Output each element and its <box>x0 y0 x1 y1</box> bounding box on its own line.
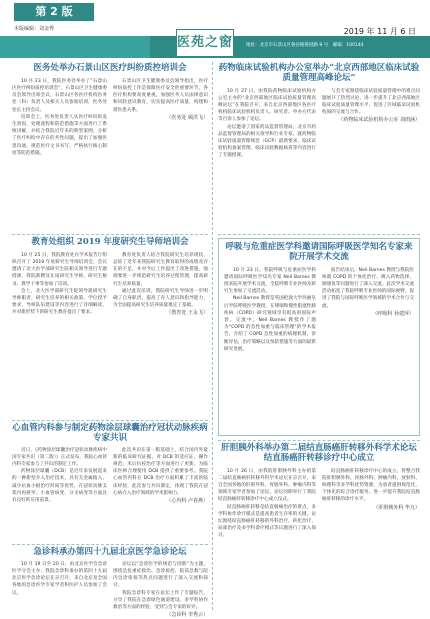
article-headline: 医务处举办石景山区医疗纠纷质控培训会 <box>33 63 187 73</box>
article-headline: 药物临床试验机构办公室举办“北京西部地区临床试验质量管理高峰论坛” <box>218 63 420 83</box>
article-colorectal-forum <box>218 443 426 612</box>
article-paragraph: 论坛以“急诊医学的规范与创新”为主题，围绕急危重症救治、急诊质控、院前急救与院内急诊衔接等热点问题进行了深入交流和探讨。 <box>113 561 208 589</box>
article-clinical-trial-forum <box>218 64 420 232</box>
article-paragraph: 10 月 25 日，我院教育处在学术报告厅组织召开了 2019 年度研究生导师培训会，会议邀请了北大医学部研究生院相关领导进行专题授课，我院新聘及在岗研究生导师、研究生秘书、教学干事等参加了培训。 <box>12 252 107 287</box>
article-body-col1 <box>12 561 107 609</box>
article-headline: 教育处组织 2019 年度研究生导师培训会 <box>31 237 189 247</box>
article-headline: 呼吸与危重症医学科邀请国际呼吸医学知名专家来院开展学术交流 <box>225 242 413 262</box>
article-paragraph: 教育处负责人结合我院研究生培养现状，总结了近年来我院研究生教育取得的成绩及存在的不足，并对今后工作提出了改进措施，强调要进一步规范研究生培养过程管理，提高研究生培养质量。 <box>113 252 208 287</box>
address-line: 地址：北京市石景山区鲁谷路鲁园路 9 号 邮编：100144 <box>246 43 364 48</box>
editor-line: 本版编辑：刘金秀 <box>14 26 55 32</box>
article-paragraph: 报告结束后，Neil Barnes 教授与我院医师就 COPD 的个体化治疗、吸入药物选择、肺康复等问题进行了深入交流。此次学术交流活动拓宽了我院呼吸专业医师的国际视野，促进了我院与国际呼吸医学领域的学术合作与交流。 <box>322 267 414 309</box>
edition-tag: 第 2 版 <box>14 3 94 21</box>
section-divider <box>12 544 208 545</box>
article-byline: （心内科 卢春燕） <box>166 497 208 504</box>
article-body-col2 <box>322 468 420 604</box>
article-paragraph: 培训会上，医务处负责人从医疗纠纷的发生原因、处理流程和防范措施等方面进行了系统讲解，并结合我院近年来的典型案例，分析了医疗纠纷中存在的共性问题，提出了加强医患沟通、规范医疗文书书写、严格执行核心制度等防范措施。 <box>12 114 107 156</box>
article-body-col1 <box>12 78 107 226</box>
article-paragraph: 会上，北大医学部研究生院领导就研究生导师职责、研究生培养的相关政策、学位授予要求、导师队伍建设等内容进行了详细解读，并对新形势下的研究生教育提出了要求。 <box>12 288 107 316</box>
article-body-col2 <box>113 561 208 619</box>
article-headline: 肝胆胰外科举办第二届结直肠癌肝转移外科学术论坛 结直肠癌肝转移诊疗中心成立 <box>221 443 426 463</box>
article-body-col1 <box>218 468 316 604</box>
article-body-col2 <box>113 447 208 535</box>
article-paragraph: 结直肠癌肝转移诊疗中心的成立，将整合我院肝胆胰外科、胃肠外科、肿瘤内科、放射科、病理科等多学科优势资源，为患者提供规范化、个体化的综合诊疗服务，进一步提升我院结直肠癌肝转移的诊疗水平。 <box>322 468 420 503</box>
article-medical-dispute-training <box>12 64 208 232</box>
article-body-col1 <box>12 252 107 412</box>
article-byline: （急诊科 李秀云） <box>166 612 208 619</box>
article-paragraph: 通过此次培训，我院研究生导师进一步明确了自身职责，提高了育人意识和指导能力，为全面提高研究生培养质量奠定了基础。 <box>113 288 208 309</box>
section-divider <box>12 420 208 421</box>
article-respiratory-exchange <box>218 238 420 436</box>
article-byline: （医务处 顾洪飞） <box>166 114 208 121</box>
article-byline: （肝胆胰外科 毕凡） <box>373 504 420 511</box>
section-divider <box>218 440 420 441</box>
banner-accent <box>0 36 150 58</box>
article-body-col1 <box>218 88 316 228</box>
newspaper-brand: 医苑之窗 <box>176 29 234 57</box>
article-paragraph: 10 月 23 日，我院呼吸与危重症医学科邀请国际呼吸医学知名专家 Neil Barnes 教授来院开展学术交流，全院呼吸专业医师及研究生参加了交流活动。 <box>224 267 316 295</box>
section-divider <box>12 234 208 235</box>
article-emergency-forum <box>12 547 208 619</box>
article-byline: （药物临床试验机构办公室 刘雨涵） <box>338 117 420 124</box>
publication-date: 2019 年 11 月 6 日 <box>343 27 416 36</box>
article-byline: （教育处 王永飞） <box>166 310 208 317</box>
article-headline: 心血管内科参与制定药物涂层球囊治疗冠状动脉疾病专家共识 <box>12 423 208 443</box>
article-paragraph: 近日，《药物涂层球囊治疗冠状动脉疾病中国专家共识（第二版）》正式发布，我院心血管内科专家参与了共识的制定工作。 <box>12 447 107 467</box>
article-supervisor-training <box>12 238 208 418</box>
article-paragraph: 10 月 23 日，我院医务处举办了“石景山区医疗纠纷质控培训会”，石景山区卫生健康委员会领导出席会议，石景山区各医疗机构医务处（科）负责人及相关人员参加培训，医务处处长主持会议。 <box>12 78 107 113</box>
article-paragraph: 结直肠癌肝转移是结直肠癌治疗的难点，多学科协作诊疗模式是提高患者生存率的关键。论坛围绕结直肠癌肝转移的外科治疗、转化治疗、局部治疗及多学科诊疗模式等议题进行了深入探讨。 <box>218 504 316 539</box>
article-dcb-consensus <box>12 424 208 542</box>
article-paragraph: 与会专家围绕临床试验质量管理中的难点问题展开了热烈讨论，进一步提升了北京西部地区临床试验质量管理水平，促进了区域临床试验机构间的交流与合作。 <box>322 88 420 116</box>
article-paragraph: Neil Barnes 教授是英国伦敦大学玛丽皇后学院呼吸医学教授，在哮喘和慢性阻塞性肺疾病（COPD）研究领域享有很高的国际声誉。交流中，Neil Barnes 教授作了题为“COPD 的急性加重与临床管理”的学术报告，介绍了 COPD 急性加重的病理机制、诊断评估、治疗策略以及预防措施等方面的最新研究进展。 <box>224 296 316 352</box>
column-divider <box>212 62 213 610</box>
article-headline: 急诊科承办第四十九届北京医学急诊论坛 <box>33 547 187 557</box>
article-paragraph: 此次共识在第一版基础上，结合国内外最新的临床研究证据，对 DCB 的适应证、操作规范、术后抗栓治疗等方面进行了更新，为临床医师合理使用 DCB 提供了重要参考。我院心血管内科在 DCB 治疗方面积累了丰富的临床经验，此次参与共识制定，体现了我院在冠心病介入治疗领域的学术影响力。 <box>113 447 208 496</box>
article-body-col1 <box>224 267 316 427</box>
section-divider <box>218 234 420 235</box>
masthead <box>0 0 430 62</box>
article-paragraph: 10 月 27 日，由我院药物临床试验机构办公室主办的“北京西部地区临床试验质量管理高峰论坛”在我院召开。来自北京西部地区各医疗机构临床试验机构负责人、研究者、申办方代表等百余人参加了论坛。 <box>218 88 316 123</box>
article-body-col2 <box>322 267 414 427</box>
article-paragraph: 10 月 26 日，由我院肝胆胰外科主办的第二届结直肠癌肝转移外科学术论坛在京召开，来自全国各地的肝胆外科、胃肠外科、肿瘤内科等领域专家学者参加了论坛。论坛同期举行了我院结直肠癌肝转移诊疗中心成立仪式。 <box>218 468 316 503</box>
article-paragraph: 10 月 19 日至 20 日，由北京医学会急诊医学分会主办、我院急诊科承办的第四十九届北京医学急诊论坛在京召开，来自北京及全国各地的急诊医学专家学者和医护人员参加了会议。 <box>12 561 107 596</box>
article-body-col1 <box>12 447 107 535</box>
article-body-col2 <box>113 252 208 412</box>
article-paragraph: 石景山区卫生健康委员会领导指出，医疗纠纷质控工作是保障医疗安全的重要环节，各医疗机构要高度重视，加强医务人员法律意识和风险意识教育，切实提高医疗质量，构建和谐医患关系。 <box>113 78 208 113</box>
article-paragraph: 我院急诊科专家在论坛上作了专题报告，分享了我院在急诊绿色通道建设、多学科协作救治等方面的经验，受到与会专家的好评。 <box>113 590 208 610</box>
article-paragraph: 药物涂层球囊（DCB）是近年来发展起来的一种新型介入治疗技术，具有无金属植入、减少抗血小板治疗时间等优势，在冠状动脉支架内再狭窄、小血管病变、分叉病变等方面具有良好的应用前景。 <box>12 469 107 503</box>
article-byline: （呼吸科 孙建萍） <box>372 310 414 317</box>
article-body-col2 <box>322 88 420 228</box>
article-paragraph: 论坛邀请了国家药品监督管理局、北京市药品监督管理局的相关领导和行业专家，就药物临床试验质量管理规范（GCP）最新要求、临床试验机构备案管理、临床试验数据核查等内容进行了专题授课。 <box>218 124 316 159</box>
article-body-col2 <box>113 78 208 226</box>
